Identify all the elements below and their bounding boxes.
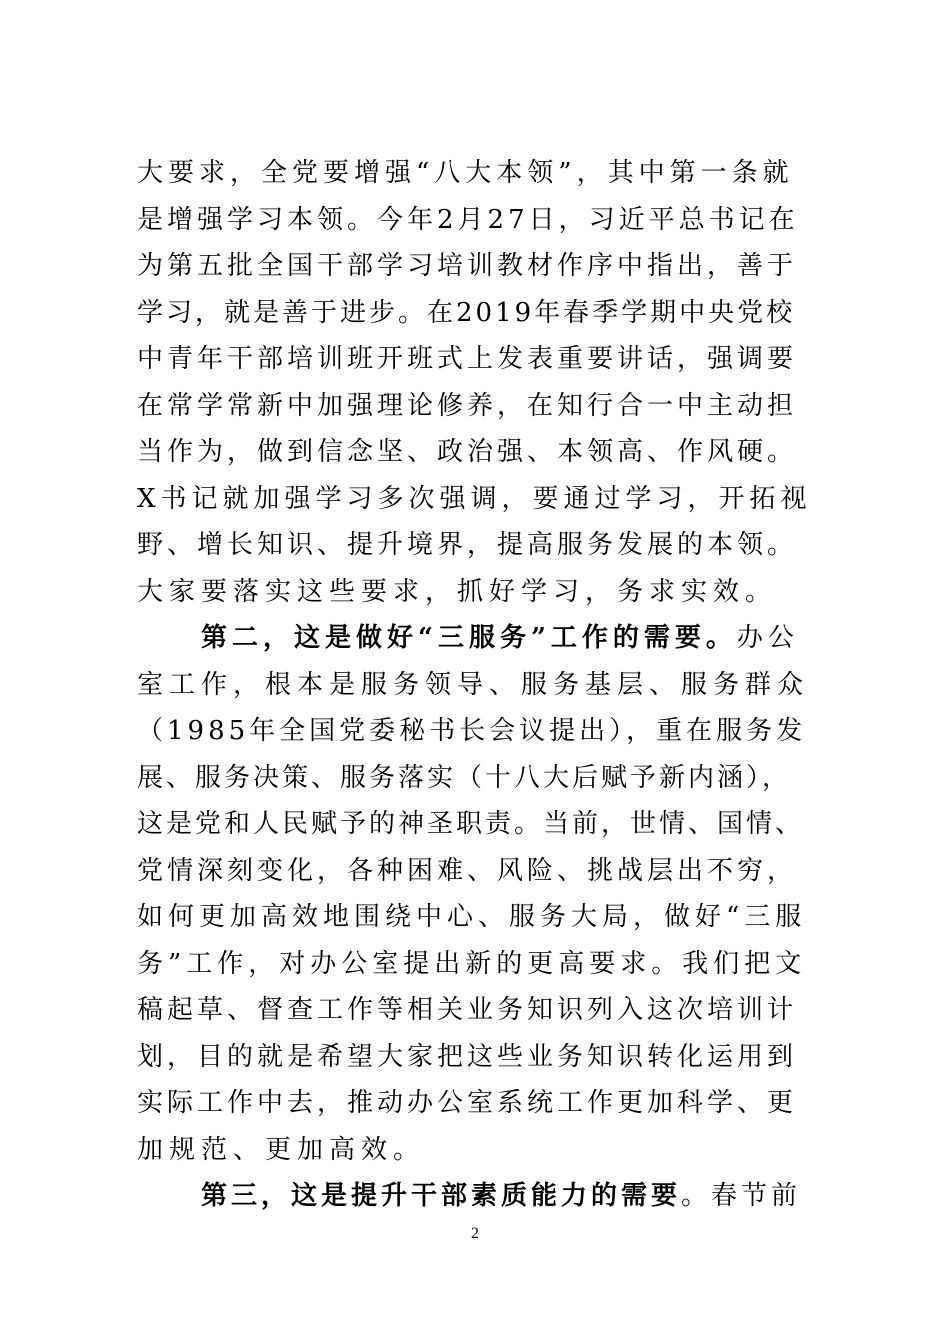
text-run: 办公 — [736, 623, 799, 653]
text-run: （1985年全国党委秘书长会议提出），重在服务发 — [137, 716, 807, 746]
text-line — [137, 476, 812, 523]
text-line — [137, 383, 812, 430]
text-run: 是增强学习本领。今年2月27日，习近平总书记在 — [137, 204, 799, 235]
text-run: 野、增长知识、提升境界，提高服务发展的本领。 — [137, 530, 798, 560]
text-line — [137, 336, 812, 383]
text-line — [137, 150, 812, 197]
text-line — [137, 1080, 812, 1127]
text-run: 务”工作，对办公室提出新的更高要求。我们把文 — [137, 948, 807, 979]
text-run: X书记就加强学习多次强调，要通过学习，开拓视 — [137, 483, 812, 514]
text-run: 实际工作中去，推动办公室系统工作更加科学、更 — [137, 1088, 798, 1118]
text-run: 室工作，根本是服务领导、服务基层、服务群众 — [137, 669, 810, 700]
text-line — [137, 755, 812, 802]
text-line — [137, 801, 812, 848]
page-number: 2 — [471, 1225, 479, 1242]
text-line — [137, 1034, 812, 1081]
body-text — [137, 150, 812, 1220]
text-line — [137, 941, 812, 988]
text-run: 大要求，全党要增强“八大本领”，其中第一条就 — [137, 158, 794, 188]
text-line — [137, 243, 812, 290]
text-run: 。春节前 — [681, 1181, 802, 1211]
text-run: 稿起草、督查工作等相关业务知识列入这次培训计 — [137, 995, 798, 1025]
text-line — [137, 1173, 812, 1220]
bold-text-run: 第三，这是提升干部素质能力的需要 — [201, 1181, 682, 1211]
text-line — [137, 290, 812, 337]
text-line — [137, 429, 812, 476]
text-line — [137, 197, 812, 244]
text-run: 为第五批全国干部学习培训教材作序中指出，善于 — [137, 251, 798, 281]
text-line — [137, 987, 812, 1034]
text-run: 学习，就是善于进步。在2019年春季学期中央党校 — [137, 297, 796, 328]
text-run: 党情深刻变化，各种困难、风险、挑战层出不穷， — [137, 855, 798, 886]
text-line — [137, 662, 812, 709]
text-run: 当作为，做到信念坚、政治强、本领高、作风硬。 — [137, 437, 798, 467]
text-run: 如何更加高效地围绕中心、服务大局，做好“三服 — [137, 902, 807, 932]
text-line — [137, 522, 812, 569]
text-run: 展、服务决策、服务落实（十八大后赋予新内涵）， — [137, 762, 792, 793]
text-run: 加规范、更加高效。 — [137, 1134, 426, 1165]
text-line — [137, 708, 812, 755]
text-run: 大家要落实这些要求，抓好学习，务求实效。 — [137, 576, 778, 607]
text-line — [137, 894, 812, 941]
text-run: 这是党和人民赋予的神圣职责。当前，世情、国情、 — [137, 809, 805, 839]
bold-text-run: 第二，这是做好“三服务”工作的需要。 — [201, 623, 737, 653]
text-line — [137, 1127, 812, 1174]
text-run: 划，目的就是希望大家把这些业务知识转化运用到 — [137, 1041, 798, 1072]
text-run: 中青年干部培训班开班式上发表重要讲话，强调要 — [137, 344, 798, 374]
text-line — [137, 848, 812, 895]
text-line — [137, 569, 812, 616]
text-run: 在常学常新中加强理论修养，在知行合一中主动担 — [137, 390, 798, 421]
text-line — [137, 615, 812, 662]
